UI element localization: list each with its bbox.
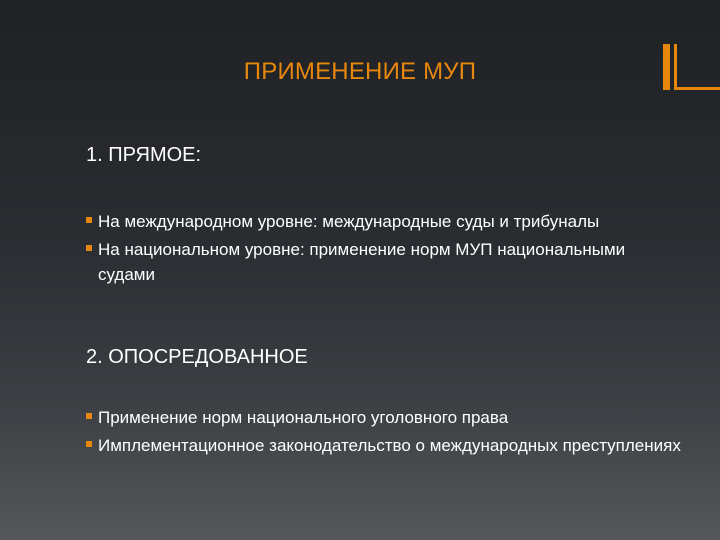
section-heading-indirect: 2. ОПОСРЕДОВАННОЕ bbox=[86, 346, 308, 368]
list-item bbox=[86, 209, 686, 234]
bullet-text: Применение норм национального уголовного права bbox=[98, 408, 509, 427]
bullet-text: На национальном уровне: применение норм МУП национальными судами bbox=[98, 240, 626, 284]
bullet-text: Имплементационное законодательство о международных преступлениях bbox=[98, 436, 681, 455]
slide-title: ПРИМЕНЕНИЕ МУП bbox=[243, 58, 477, 85]
list-item bbox=[86, 237, 686, 287]
list-item bbox=[86, 405, 686, 430]
square-bullet-icon bbox=[86, 245, 92, 251]
square-bullet-icon bbox=[86, 217, 92, 223]
square-bullet-icon bbox=[86, 413, 92, 419]
bullet-text: На международном уровне: международные суды и трибуналы bbox=[98, 212, 600, 231]
bullet-list-direct bbox=[86, 209, 686, 290]
section-heading-direct: 1. ПРЯМОЕ: bbox=[86, 144, 202, 166]
bullet-list-indirect bbox=[86, 405, 686, 461]
list-item bbox=[86, 433, 686, 458]
accent-underline-icon bbox=[674, 87, 720, 90]
square-bullet-icon bbox=[86, 441, 92, 447]
